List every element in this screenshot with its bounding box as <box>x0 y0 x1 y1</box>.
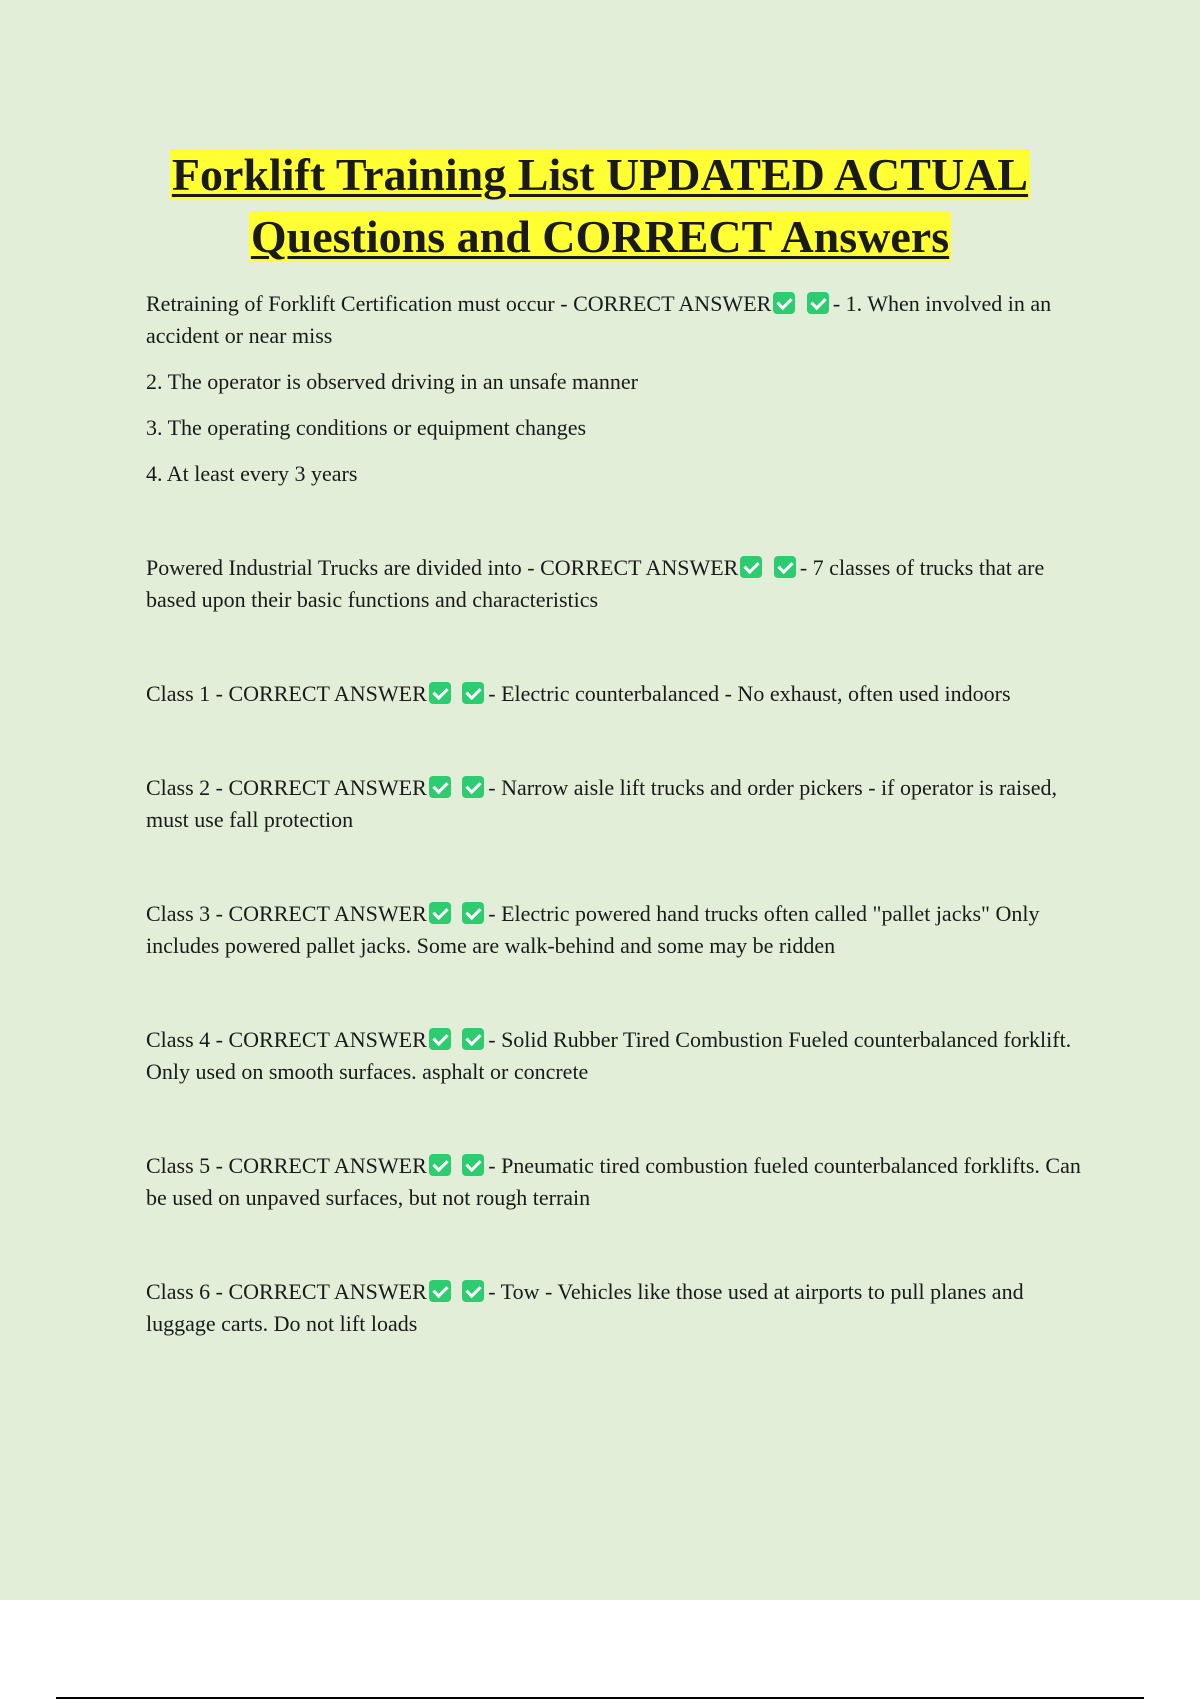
question-text: Powered Industrial Trucks are divided into - CORRECT ANSWER <box>146 555 739 580</box>
question-text: Class 3 - CORRECT ANSWER <box>146 901 427 926</box>
check-mark-icon <box>773 292 795 314</box>
check-mark-icon <box>429 902 451 924</box>
question-text: Class 5 - CORRECT ANSWER <box>146 1153 427 1178</box>
qa-item <box>146 1276 1086 1340</box>
title-line-1: Forklift Training List UPDATED ACTUAL <box>171 149 1029 200</box>
check-mark-icon <box>462 682 484 704</box>
check-mark-icon <box>462 776 484 798</box>
qa-list <box>146 288 1086 1340</box>
document-title <box>0 144 1200 268</box>
check-mark-icon <box>740 556 762 578</box>
check-mark-icon <box>462 1154 484 1176</box>
check-mark-icon <box>774 556 796 578</box>
check-mark-icon <box>429 682 451 704</box>
question-text: Class 6 - CORRECT ANSWER <box>146 1279 427 1304</box>
answer-text: - Electric powered hand trucks often called "pallet jacks" Only includes powered pallet jacks. Some are walk-behind and some may be ridden <box>146 901 1040 958</box>
question-text: Class 1 - CORRECT ANSWER <box>146 681 427 706</box>
answer-list-item: 4. At least every 3 years <box>146 461 358 486</box>
check-mark-icon <box>462 1280 484 1302</box>
question-text: Class 4 - CORRECT ANSWER <box>146 1027 427 1052</box>
answer-text: - Electric counterbalanced - No exhaust, often used indoors <box>488 681 1011 706</box>
check-mark-icon <box>807 292 829 314</box>
check-mark-icon <box>429 1028 451 1050</box>
check-mark-icon <box>429 1280 451 1302</box>
qa-item <box>146 678 1086 710</box>
footer-divider <box>56 1697 1144 1699</box>
answer-list-item: 2. The operator is observed driving in an unsafe manner <box>146 369 639 394</box>
qa-item <box>146 898 1086 962</box>
answer-text: - 1. When involved in an accident or near miss <box>146 291 1052 348</box>
qa-item <box>146 1024 1086 1088</box>
qa-item <box>146 552 1086 616</box>
title-line-2: Questions and CORRECT Answers <box>250 211 950 262</box>
check-mark-icon <box>462 1028 484 1050</box>
answer-text: - Narrow aisle lift trucks and order pickers - if operator is raised, must use fall protection <box>146 775 1057 832</box>
answer-text: - 7 classes of trucks that are based upon their basic functions and characteristics <box>146 555 1045 612</box>
answer-list-item: 3. The operating conditions or equipment changes <box>146 415 587 440</box>
check-mark-icon <box>429 776 451 798</box>
check-mark-icon <box>462 902 484 924</box>
answer-text: - Pneumatic tired combustion fueled counterbalanced forklifts. Can be used on unpaved surfaces, but not rough terrain <box>146 1153 1081 1210</box>
qa-item <box>146 288 1086 352</box>
qa-item <box>146 772 1086 836</box>
question-text: Retraining of Forklift Certification must occur - CORRECT ANSWER <box>146 291 772 316</box>
qa-item <box>146 1150 1086 1214</box>
answer-text: - Tow - Vehicles like those used at airports to pull planes and luggage carts. Do not lift loads <box>146 1279 1024 1336</box>
answer-text: - Solid Rubber Tired Combustion Fueled counterbalanced forklift. Only used on smooth surfaces. asphalt or concrete <box>146 1027 1072 1084</box>
question-text: Class 2 - CORRECT ANSWER <box>146 775 427 800</box>
check-mark-icon <box>429 1154 451 1176</box>
